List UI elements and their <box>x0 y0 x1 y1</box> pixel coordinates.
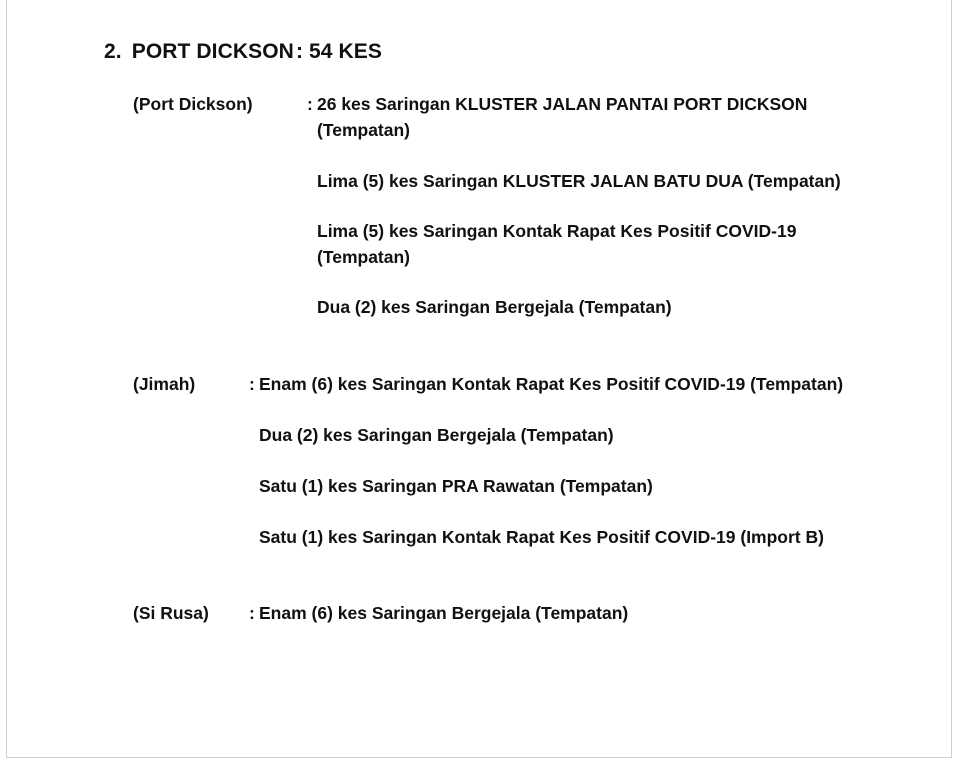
heading-colon: : <box>295 40 304 63</box>
case-entry: Lima (5) kes Saringan Kontak Rapat Kes Positif COVID-19 <box>317 221 797 241</box>
location-label-si-rusa: (Si Rusa) <box>133 603 209 623</box>
entry-colon: : <box>307 94 313 114</box>
case-entry-continuation: (Tempatan) <box>317 120 411 140</box>
case-entry: Dua (2) kes Saringan Bergejala (Tempatan) <box>317 297 672 317</box>
section-heading <box>104 40 382 64</box>
entry-colon: : <box>249 374 255 394</box>
case-entry: Satu (1) kes Saringan PRA Rawatan (Tempatan) <box>259 476 653 496</box>
case-entry: Enam (6) kes Saringan Bergejala (Tempatan) <box>259 603 629 623</box>
case-entry-continuation: (Tempatan) <box>317 247 411 267</box>
case-entry: Enam (6) kes Saringan Kontak Rapat Kes Positif COVID-19 (Tempatan) <box>259 374 844 394</box>
heading-title: PORT DICKSON <box>131 40 294 63</box>
location-label-port-dickson: (Port Dickson) <box>133 94 253 114</box>
heading-count: 54 KES <box>309 40 383 63</box>
heading-number: 2. <box>104 40 122 63</box>
case-entry: Satu (1) kes Saringan Kontak Rapat Kes Positif COVID-19 (Import B) <box>259 527 824 547</box>
case-entry: 26 kes Saringan KLUSTER JALAN PANTAI PORT DICKSON <box>317 94 808 114</box>
case-entry: Dua (2) kes Saringan Bergejala (Tempatan) <box>259 425 614 445</box>
case-entry: Lima (5) kes Saringan KLUSTER JALAN BATU DUA (Tempatan) <box>317 171 841 191</box>
location-label-jimah: (Jimah) <box>133 374 196 394</box>
entry-colon: : <box>249 603 255 623</box>
